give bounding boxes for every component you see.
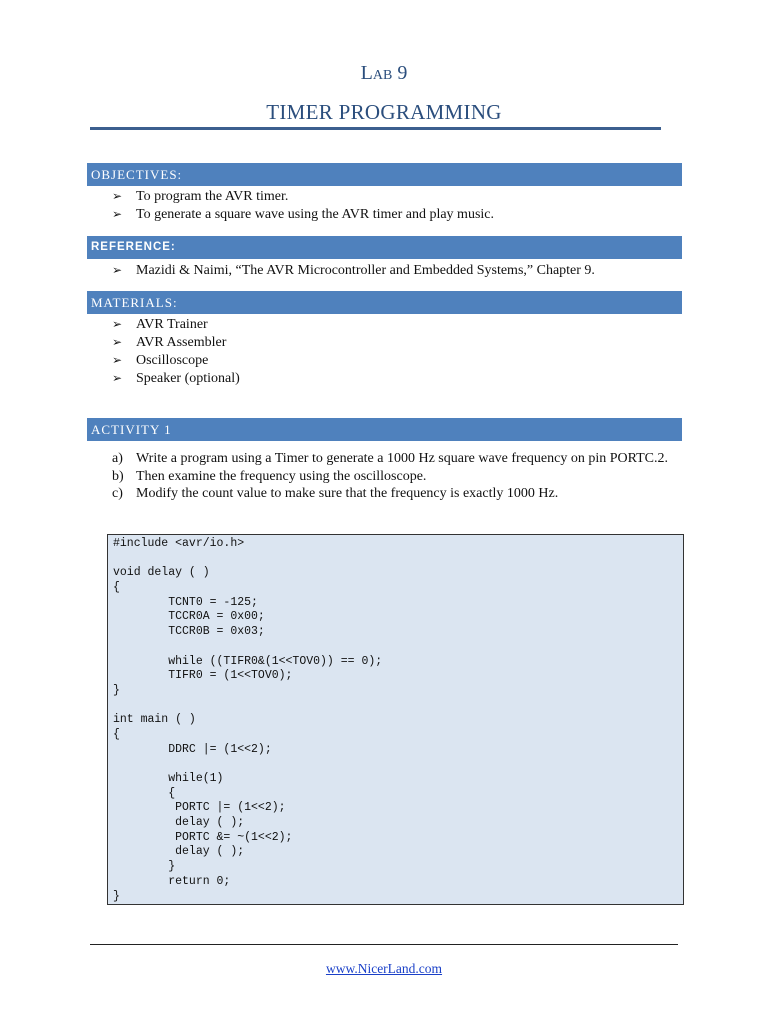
code-line: } — [113, 889, 120, 903]
step-item: c) Modify the count value to make sure that the frequency is exactly 1000 Hz. — [112, 486, 559, 501]
objectives-list — [112, 187, 494, 223]
code-line: delay ( ); — [113, 816, 245, 830]
list-item: ➢ AVR Trainer — [112, 317, 208, 332]
code-line: TCCR0B = 0x03; — [113, 625, 265, 639]
step-item: b) Then examine the frequency using the oscilloscope. — [112, 468, 427, 484]
code-line: PORTC &= ~(1<<2); — [113, 830, 293, 844]
code-line: } — [113, 860, 176, 874]
code-line: #include <avr/io.h> — [113, 537, 245, 550]
code-line — [113, 699, 683, 714]
code-line: return 0; — [113, 874, 231, 888]
code-line: { — [113, 786, 176, 800]
code-line — [113, 757, 683, 772]
code-line: TCCR0A = 0x00; — [113, 610, 265, 624]
code-line: TIFR0 = (1<<TOV0); — [113, 669, 293, 683]
code-line: DDRC |= (1<<2); — [113, 742, 272, 756]
list-item: ➢ Oscilloscope — [112, 353, 209, 368]
code-line: { — [113, 581, 120, 595]
code-line: while(1) — [113, 772, 224, 785]
website-link[interactable]: www.NicerLand.com — [325, 961, 443, 976]
materials-heading: MATERIALS: — [87, 291, 682, 314]
activity-steps — [112, 450, 672, 503]
page-title: TIMER PROGRAMMING — [266, 100, 502, 124]
code-line: while ((TIFR0&(1<<TOV0)) == 0); — [113, 654, 383, 668]
lab-number: Lab 9 — [360, 62, 408, 84]
code-line: } — [113, 683, 120, 697]
arrow-bullet-icon: ➢ — [112, 335, 123, 349]
code-line: delay ( ); — [113, 845, 245, 859]
reference-list — [112, 261, 595, 279]
arrow-bullet-icon: ➢ — [112, 371, 123, 385]
code-line: PORTC |= (1<<2); — [113, 801, 286, 815]
title-divider — [90, 127, 661, 130]
arrow-bullet-icon: ➢ — [112, 207, 123, 221]
code-line — [113, 640, 683, 655]
arrow-bullet-icon: ➢ — [112, 317, 123, 331]
code-listing — [107, 534, 684, 905]
arrow-bullet-icon: ➢ — [112, 263, 123, 277]
activity-heading: ACTIVITY 1 — [87, 418, 682, 441]
arrow-bullet-icon: ➢ — [112, 189, 123, 203]
list-item: ➢ Mazidi & Naimi, “The AVR Microcontroller and Embedded Systems,” Chapter 9. — [112, 263, 595, 278]
footer-divider — [90, 944, 678, 945]
objectives-heading: OBJECTIVES: — [87, 163, 682, 186]
code-line — [113, 552, 683, 567]
list-item: ➢ Speaker (optional) — [112, 371, 240, 386]
materials-list — [112, 315, 240, 387]
step-item: a) Write a program using a Timer to generate a 1000 Hz square wave frequency on pin PORTC.2. — [112, 451, 669, 466]
code-line: { — [113, 727, 120, 741]
code-line: int main ( ) — [113, 713, 196, 727]
list-item: ➢ To generate a square wave using the AVR timer and play music. — [112, 207, 494, 222]
code-line: TCNT0 = -125; — [113, 595, 258, 609]
arrow-bullet-icon: ➢ — [112, 353, 123, 367]
list-item: ➢ AVR Assembler — [112, 335, 227, 350]
reference-heading: REFERENCE: — [87, 236, 682, 259]
code-line: void delay ( ) — [113, 566, 210, 580]
list-item: ➢ To program the AVR timer. — [112, 189, 289, 204]
